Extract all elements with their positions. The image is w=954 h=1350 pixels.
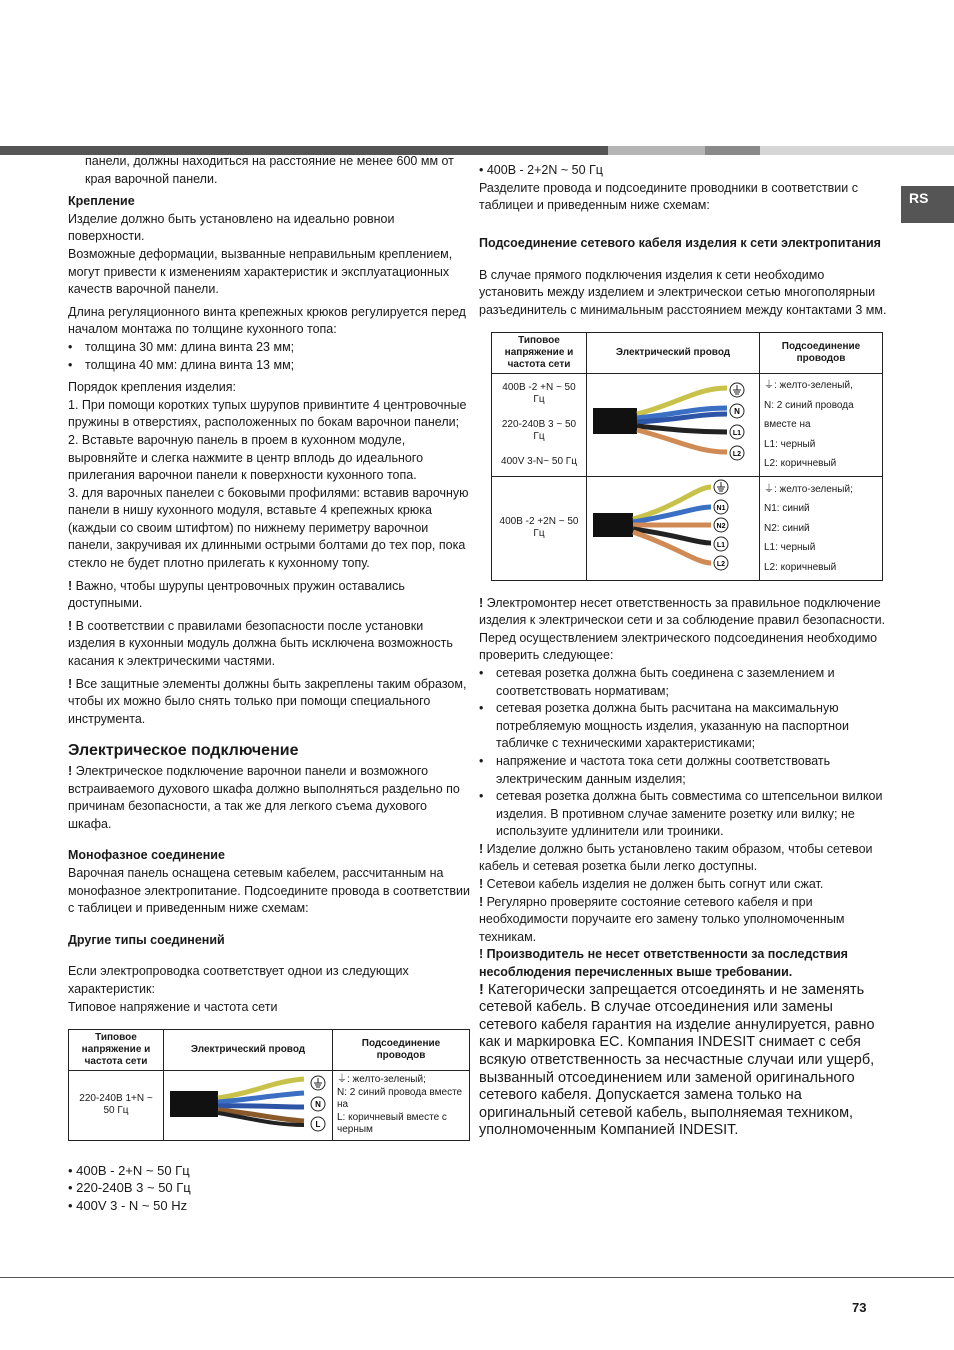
svg-text:L: L [315, 1120, 321, 1130]
mains-title: Подсоединение сетевого кабеля изделия к сети электропитания [479, 235, 881, 250]
note-3: ! Регулярно проверяите состояние сетевого кабеля и при необходимости поручаите его замену только уполномоченным техникам. [479, 894, 845, 944]
warning-mark: ! [479, 841, 484, 856]
footer-rule [0, 1277, 954, 1278]
check-intro: Перед осуществлением электрического подсоединения необходимо проверить следующее: [479, 630, 878, 663]
supply-bullet-2n: • 400В - 2+2N ~ 50 Гц [479, 163, 603, 177]
mono-title: Монофазное соединение [68, 848, 225, 863]
col-header-cable: Электрический провод [587, 332, 760, 373]
cable-diagram-3 [587, 477, 759, 575]
voltage-line: 220-240В 3 ~ 50 Гц [501, 418, 577, 443]
intro-continuation: панели, должны находиться на расстояние не менее 600 мм от края варочной панели. [85, 154, 454, 186]
warning-mark: ! [68, 676, 73, 691]
order-title: Порядок крепления изделия: [68, 380, 237, 395]
voltage-line: 400V 3-N~ 50 Гц [501, 455, 577, 467]
svg-text:N: N [734, 406, 740, 416]
col-header-connection: Подсоединение проводов [333, 1030, 470, 1071]
conn-line: N: 2 синий провода [764, 399, 854, 411]
warning-mark: ! [479, 947, 484, 962]
ground-icon: ⏚ [764, 380, 774, 392]
ground-icon: ⏚ [337, 1074, 347, 1086]
header-bar-mid [705, 146, 760, 155]
connection-cell: ⏚: желто-зеленый, N: 2 синий провода вместе на L1: черный L2: коричневый [760, 373, 883, 477]
conn-line: L2: коричневый [764, 561, 837, 573]
cable-diagram-1 [164, 1071, 332, 1135]
svg-text:N: N [315, 1100, 321, 1110]
svg-text:N2: N2 [716, 523, 726, 531]
conn-line: N2: синий [764, 522, 810, 534]
page-number: 73 [852, 1300, 867, 1315]
fixing-paragraph-1: Изделие должно быть установлено на идеально ровнои поверхности. [68, 211, 395, 244]
note-5: ! Категорически запрещается отсоединять и не заменять сетевой кабель. В случае отсоединения или замены сетевого кабеля гарантия на изделие аннулируется, равно как и маркировка ЕС. Компания INDESIT снимает с себя всякую ответственность за несчастные случаи или ущерб, вызванный отсоединением или заменой оригинального сетевого кабеля. Допускается замена только на оригинальный сетевой кабель, выполняемая техником, уполномоченным Компанией INDESIT. [479, 981, 875, 1139]
other-title: Другие типы соединений [68, 932, 225, 947]
col-header-voltage: Типовое напряжение и частота сети [492, 332, 587, 373]
fixing-paragraph-2: Возможные деформации, вызванные неправильным креплением, могут привести к изменениям характеристик и эксплуатационных качеств варочной панели. [68, 246, 453, 297]
warning-1: ! Важно, чтобы шурупы центровочных пружин оставались доступными. [68, 578, 405, 611]
warning-mark: ! [479, 981, 484, 998]
header-bar-light [608, 146, 705, 155]
cable-diagram-cell [587, 477, 760, 581]
note-4: ! Производитель не несет ответственности за последствия несоблюдения перечисленных выше требовании. [479, 947, 848, 980]
col-header-connection: Подсоединение проводов [760, 332, 883, 373]
svg-text:L1: L1 [716, 542, 726, 550]
other-subtitle: Типовое напряжение и частота сети [68, 999, 278, 1014]
note-1: ! Изделие должно быть установлено таким образом, чтобы сетевои кабель и сетевая розетка были легко доступны. [479, 841, 873, 874]
connection-cell: ⏚: желто-зеленый; N: 2 синий провода вместе на L: коричневый вместе с черным [333, 1071, 470, 1141]
svg-text:L1: L1 [732, 429, 742, 437]
warning-mark: ! [479, 877, 484, 892]
check-item: • сетевая розетка должна быть соединена с заземлением и соответствовать нормативам; [479, 665, 887, 700]
electrical-paragraph: ! Электрическое подключение варочнои панели и возможного встраиваемого духового шкафа должно выполняться раздельно по причинам безопасности, а так же для легкого съема духового шкафа. [68, 764, 460, 831]
check-list [479, 665, 887, 841]
conn-line: L1: черный [764, 542, 816, 554]
col-header-cable: Электрический провод [164, 1030, 333, 1071]
warning-mark: ! [479, 595, 484, 610]
responsibility-paragraph: ! Электромонтер несет ответственность за правильное подключение изделия к электрическои сети и за соблюдение правил безопасности. [479, 595, 886, 628]
order-step-3: 3. для варочных панелеи с боковыми профилями: вставив варочную панели в нишу кухонного модуля, вставьте 4 крепежных крюка (каждыи со своим штифтом) по нижнему периметру варочнои панели, закручивая их длинными острыми болтами до тех пор, пока стекло не будет плотно прилегать к кухонному топу. [68, 485, 469, 571]
order-step-2: 2. Вставьте варочную панель в проем в кухонном модуле, выровняйте и слегка нажмите в центр вплодь до идеального прилегания варочнои панели к поверхности кухонного топа. [68, 432, 424, 483]
fixing-title: Крепление [68, 194, 135, 209]
voltage-line: 400В -2 +N ~ 50 Гц [502, 381, 576, 406]
conn-line: L1: черный [764, 438, 816, 450]
warning-2: ! В соответствии с правилами безопасности после установки изделия в кухонныи модуль должна быть исключена возможность касания к электрическими частями. [68, 618, 453, 669]
mains-paragraph: В случае прямого подключения изделия к сети необходимо установить между изделием и электрическои сетью многополярныи разъединитель с минимальным расстоянием между контактами 3 мм. [479, 267, 887, 317]
split-paragraph: Разделите провода и подсоедините проводники в соответствии с таблицеи и приведенным ниже схемам: [479, 180, 858, 213]
voltage-cell [492, 373, 587, 477]
right-column [479, 162, 887, 1140]
supply-bullet: • 220-240В 3 ~ 50 Гц [68, 1180, 191, 1196]
col-header-voltage: Типовое напряжение и частота сети [69, 1030, 164, 1071]
conn-line: N: 2 синий провода вместе на [337, 1086, 463, 1111]
warning-3: ! Все защитные элементы должны быть закреплены таким образом, чтобы их можно было снять только при помощи специального инструмента. [68, 676, 467, 726]
supply-bullet: • 400V 3 - N ~ 50 Hz [68, 1197, 188, 1213]
language-badge: RS [901, 186, 954, 223]
screw-item: • толщина 30 мм: длина винта 23 мм; [68, 339, 470, 357]
cable-diagram-cell [587, 373, 760, 477]
left-column [68, 153, 470, 1214]
cable-diagram-cell [164, 1071, 333, 1141]
wiring-table-left [68, 1029, 470, 1141]
voltage-cell: 400В -2 +2N ~ 50 Гц [492, 477, 587, 581]
svg-text:L2: L2 [732, 450, 742, 458]
conn-line: L2: коричневый [764, 458, 837, 470]
ground-icon: ⏚ [764, 483, 774, 495]
supply-bullets [68, 1162, 470, 1215]
connection-cell: ⏚: желто-зеленый; N1: синий N2: синий L1: черный L2: коричневый [760, 477, 883, 581]
svg-text:N1: N1 [716, 505, 726, 513]
check-item: • сетевая розетка должна быть совместима со штепсельнои вилкои изделия. В противном случае замените розетку или вилку; не используите удлинители или троиники. [479, 788, 887, 841]
warning-mark: ! [68, 578, 73, 593]
screw-item: • толщина 40 мм: длина винта 13 мм; [68, 357, 470, 375]
screw-intro: Длина регуляционного винта крепежных крюков регулируется перед началом монтажа по толщине кухонного топа: [68, 304, 466, 337]
check-item: • напряжение и частота тока сети должны соответствовать электрическим данным изделия; [479, 753, 887, 788]
screw-list [68, 339, 470, 374]
voltage-cell: 220-240В 1+N ~ 50 Гц [69, 1071, 164, 1141]
other-paragraph: Если электропроводка соответствует однои из следующих характеристик: [68, 964, 409, 996]
conn-line: вместе на [764, 419, 811, 431]
note-2: ! Сетевои кабель изделия не должен быть согнут или сжат. [479, 877, 824, 892]
warning-mark: ! [68, 618, 73, 633]
header-bar-pale [760, 146, 954, 155]
conn-line: N1: синий [764, 503, 810, 515]
order-step-1: 1. При помощи коротких тупых шурупов привинтите 4 центровочные пружины в отверстиях, расположенных по бокам варочнои панели; [68, 397, 467, 430]
wiring-table-right [491, 332, 883, 581]
warning-mark: ! [479, 894, 484, 909]
electrical-heading: Электрическое подключение [68, 742, 299, 760]
warning-mark: ! [68, 764, 73, 778]
cable-diagram-2 [587, 374, 759, 472]
svg-text:L2: L2 [716, 561, 726, 569]
mono-paragraph: Варочная панель оснащена сетевым кабелем, рассчитанным на монофазное электропитание. Подсоедините провода в соответствии с таблицеи и приведенным ниже схемам: [68, 865, 470, 916]
supply-bullet: • 400В - 2+N ~ 50 Гц [68, 1162, 190, 1178]
conn-line: L: коричневый вместе с черным [337, 1111, 447, 1136]
check-item: • сетевая розетка должна быть расчитана на максимальную потребляемую мощность изделия, указанную на паспортнои табличке с техническими характеристиками; [479, 700, 887, 753]
